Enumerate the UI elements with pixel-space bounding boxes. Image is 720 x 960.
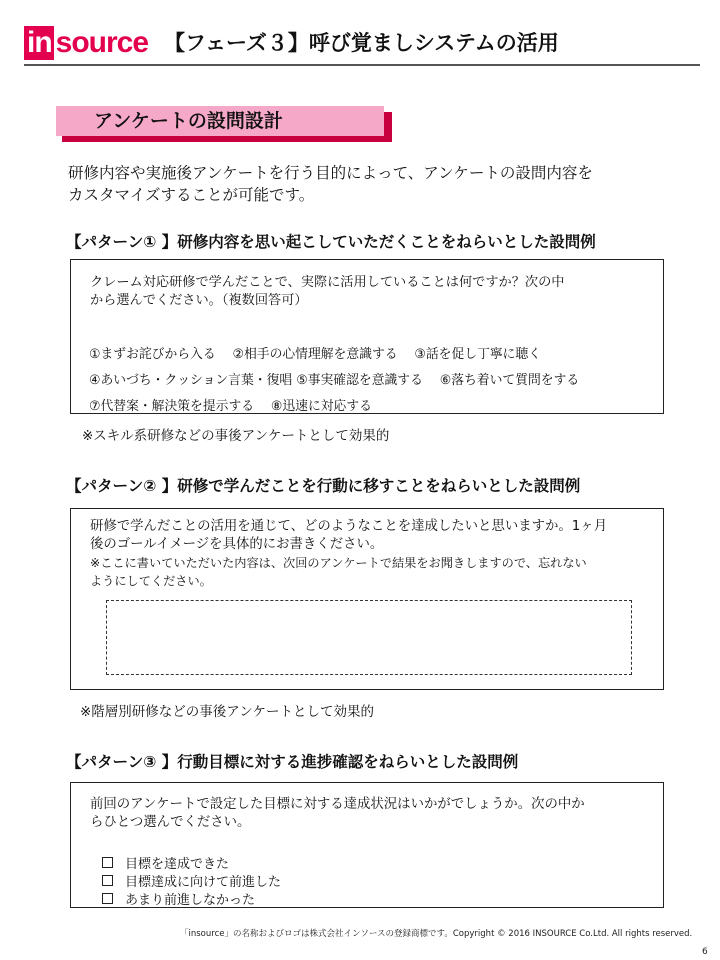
logo-wordmark: source [55, 26, 149, 59]
choice-item[interactable] [102, 853, 229, 872]
page-title: 【フェーズ３】呼び覚ましシステムの活用 [164, 31, 559, 55]
checkbox[interactable] [102, 857, 113, 868]
insource-logo [24, 26, 148, 60]
page-number: 6 [702, 947, 708, 957]
question-line: クレーム対応研修で学んだことで、実際に活用していることは何ですか？次の中 [90, 275, 565, 290]
intro-line: 研修内容や実施後アンケートを行う目的によって、アンケートの設問内容を [68, 164, 593, 182]
pattern2-question-box [70, 508, 664, 690]
pattern2-note: ※階層別研修などの事後アンケートとして効果的 [80, 704, 375, 720]
header-divider [24, 64, 700, 66]
question-line: から選んでください。（複数回答可） [90, 293, 308, 308]
pattern1-options-row: ④あいづち・クッション言葉・復唱 ⑤事実確認を意識する ⑥落ち着いて質問をする [89, 373, 580, 388]
checkbox[interactable] [102, 893, 113, 904]
question-line: 前回のアンケートで設定した目標に対する達成状況はいかがでしょうか。次の中か [90, 797, 585, 812]
answer-textarea[interactable] [106, 600, 632, 675]
checkbox[interactable] [102, 875, 113, 886]
intro-text [68, 162, 668, 206]
choice-label: 目標を達成できた [125, 857, 230, 872]
copyright-footer: 「insource」の名称およびロゴは株式会社インソースの登録商標です。Copyright © 2016 INSOURCE Co.Ltd. All rights reserved. [180, 929, 693, 939]
question-line: ※ここに書いていただいた内容は、次回のアンケートで結果をお聞きしますので、忘れない [90, 556, 587, 570]
pattern3-question [90, 796, 585, 832]
intro-line: カスタマイズすることが可能です。 [68, 186, 315, 204]
question-line: 後のゴールイメージを具体的にお書きください。 [90, 537, 384, 552]
question-line: ようにしてください。 [90, 574, 212, 588]
question-line: 研修で学んだことの活用を通じて、どのようなことを達成したいと思いますか。1ヶ月 [90, 519, 608, 534]
choice-label: あまり前進しなかった [125, 893, 256, 908]
logo-in-mark: in [24, 26, 54, 60]
question-line: らひとつ選んでください。 [90, 815, 251, 830]
pattern2-question [90, 518, 607, 590]
pattern1-options-row: ⑦代替案・解決策を提示する ⑧迅速に対応する [89, 399, 372, 414]
pattern2-heading: 【パターン② 】研修で学んだことを行動に移すことをねらいとした設問例 [66, 477, 581, 495]
pattern1-note: ※スキル系研修などの事後アンケートとして効果的 [82, 428, 390, 444]
pattern1-question-box [70, 259, 664, 414]
pattern1-question [90, 274, 564, 310]
section-label: アンケートの設問設計 [56, 106, 384, 136]
choice-item[interactable] [102, 871, 281, 890]
pattern3-question-box [70, 782, 664, 908]
choice-item[interactable] [102, 889, 255, 908]
choice-label: 目標達成に向けて前進した [125, 875, 282, 890]
pattern3-heading: 【パターン③ 】行動目標に対する進捗確認をねらいとした設問例 [66, 753, 519, 771]
pattern1-options-row: ①まずお詫びから入る ②相手の心情理解を意識する ③話を促し丁寧に聴く [89, 347, 542, 362]
pattern1-heading: 【パターン① 】研修内容を思い起こしていただくことをねらいとした設問例 [66, 233, 596, 251]
